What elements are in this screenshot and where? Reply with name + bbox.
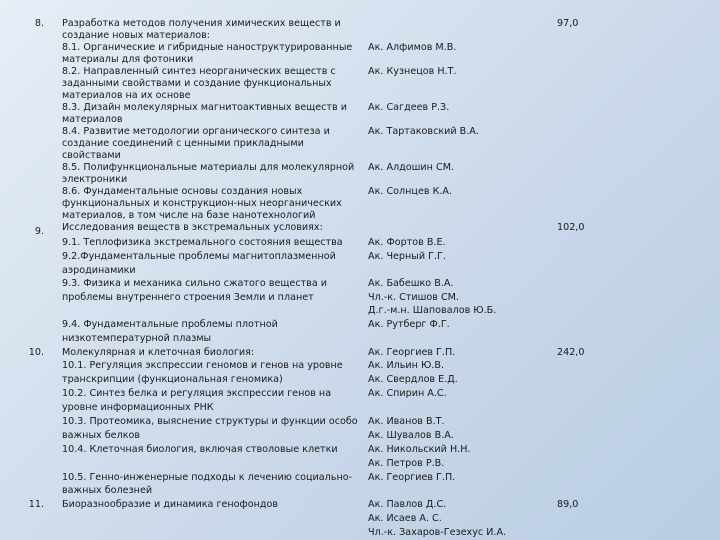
subtopic-line: материалов, в том числе на базе нанотехнологий bbox=[62, 210, 316, 221]
subtopic-line: 9.3. Физика и механика сильно сжатого вещества и bbox=[62, 278, 327, 289]
subtopic-line: 8.3. Дизайн молекулярных магнитоактивных веществ и bbox=[62, 102, 347, 113]
responsible-person: Чл.-к. Стишов СМ. bbox=[368, 292, 460, 303]
responsible-person: Ак. Солнцев К.А. bbox=[368, 186, 453, 197]
responsible-person: Ак. Ильин Ю.В. bbox=[368, 360, 445, 371]
topic-line: создание новых материалов: bbox=[62, 30, 211, 41]
subtopic-line: 10.5. Генно-инженерные подходы к лечению социально- bbox=[62, 472, 353, 483]
responsible-person: Ак. Георгиев Г.П. bbox=[368, 472, 456, 483]
responsible-person: Ак. Спирин А.С. bbox=[368, 388, 447, 399]
responsible-person: Ак. Исаев А. С. bbox=[368, 513, 442, 524]
row-number: 8. bbox=[34, 18, 44, 29]
subtopic-line: проблемы внутреннего строения Земли и планет bbox=[62, 292, 314, 303]
responsible-person: Ак. Тартаковский В.А. bbox=[368, 126, 479, 137]
subtopic-line: заданными свойствами и создание функциональных bbox=[62, 78, 332, 89]
subtopic-line: низкотемпературной плазмы bbox=[62, 333, 212, 344]
topic-line: Биоразнообразие и динамика генофондов bbox=[62, 499, 279, 510]
row-value: 102,0 bbox=[557, 222, 585, 233]
responsible-person: Ак. Сагдеев Р.З. bbox=[368, 102, 450, 113]
subtopic-line: функциональных и конструкцион-ных неорганических bbox=[62, 198, 342, 209]
responsible-person: Ак. Иванов В.Т. bbox=[368, 416, 445, 427]
subtopic-line: 10.3. Протеомика, выяснение структуры и функции особо bbox=[62, 416, 358, 427]
subtopic-line: 10.2. Синтез белка и регуляция экспрессии генов на bbox=[62, 388, 332, 399]
row-value: 97,0 bbox=[557, 18, 579, 29]
row-value: 242,0 bbox=[557, 347, 585, 358]
topic-line: Молекулярная и клеточная биология: bbox=[62, 347, 255, 358]
row-value: 89,0 bbox=[557, 499, 579, 510]
subtopic-line: свойствами bbox=[62, 150, 121, 161]
subtopic-line: 8.2. Направленный синтез неорганических веществ с bbox=[62, 66, 336, 77]
responsible-person: Д.г.-м.н. Шаповалов Ю.Б. bbox=[368, 305, 497, 316]
subtopic-line: 9.1. Теплофизика экстремального состояния вещества bbox=[62, 237, 343, 248]
row-number: 11. bbox=[28, 499, 44, 510]
responsible-person: Ак. Павлов Д.С. bbox=[368, 499, 447, 510]
subtopic-line: материалов на их основе bbox=[62, 90, 191, 101]
responsible-person: Чл.-к. Захаров-Гезехус И.А. bbox=[368, 527, 507, 538]
subtopic-line: важных белков bbox=[62, 430, 141, 441]
subtopic-line: материалов bbox=[62, 114, 123, 125]
responsible-person: Ак. Шувалов В.А. bbox=[368, 430, 454, 441]
responsible-person: Ак. Свердлов Е.Д. bbox=[368, 374, 458, 385]
subtopic-line: создание соединений с ценными прикладными bbox=[62, 138, 304, 149]
responsible-person: Ак. Георгиев Г.П. bbox=[368, 347, 456, 358]
responsible-person: Ак. Бабешко В.А. bbox=[368, 278, 454, 289]
subtopic-line: аэродинамики bbox=[62, 265, 136, 276]
responsible-person: Ак. Петров Р.В. bbox=[368, 458, 445, 469]
responsible-person: Ак. Алдошин СМ. bbox=[368, 162, 455, 173]
row-number: 9. bbox=[34, 226, 44, 237]
subtopic-line: 8.6. Фундаментальные основы создания новых bbox=[62, 186, 303, 197]
subtopic-line: материалы для фотоники bbox=[62, 54, 194, 65]
responsible-person: Ак. Черный Г.Г. bbox=[368, 251, 446, 262]
responsible-person: Ак. Фортов В.Е. bbox=[368, 237, 446, 248]
subtopic-line: 10.4. Клеточная биология, включая стволовые клетки bbox=[62, 444, 338, 455]
subtopic-line: 9.4. Фундаментальные проблемы плотной bbox=[62, 319, 278, 330]
topic-line: Исследования веществ в экстремальных условиях: bbox=[62, 222, 323, 233]
topic-line: Разработка методов получения химических веществ и bbox=[62, 18, 341, 29]
responsible-person: Ак. Алфимов М.В. bbox=[368, 42, 457, 53]
subtopic-line: важных болезней bbox=[62, 485, 153, 496]
subtopic-line: 8.4. Развитие методологии органического синтеза и bbox=[62, 126, 330, 137]
subtopic-line: транскрипции (функциональная геномика) bbox=[62, 374, 283, 385]
responsible-person: Ак. Кузнецов Н.Т. bbox=[368, 66, 457, 77]
subtopic-line: электроники bbox=[62, 174, 128, 185]
row-number: 10. bbox=[28, 347, 44, 358]
subtopic-line: 9.2.Фундаментальные проблемы магнитоплазменной bbox=[62, 251, 336, 262]
subtopic-line: 8.1. Органические и гибридные наноструктурированные bbox=[62, 42, 353, 53]
subtopic-line: 10.1. Регуляция экспрессии геномов и генов на уровне bbox=[62, 360, 343, 371]
responsible-person: Ак. Рутберг Ф.Г. bbox=[368, 319, 450, 330]
subtopic-line: 8.5. Полифункциональные материалы для молекулярной bbox=[62, 162, 355, 173]
responsible-person: Ак. Никольский Н.Н. bbox=[368, 444, 471, 455]
subtopic-line: уровне информационных РНК bbox=[62, 402, 214, 413]
